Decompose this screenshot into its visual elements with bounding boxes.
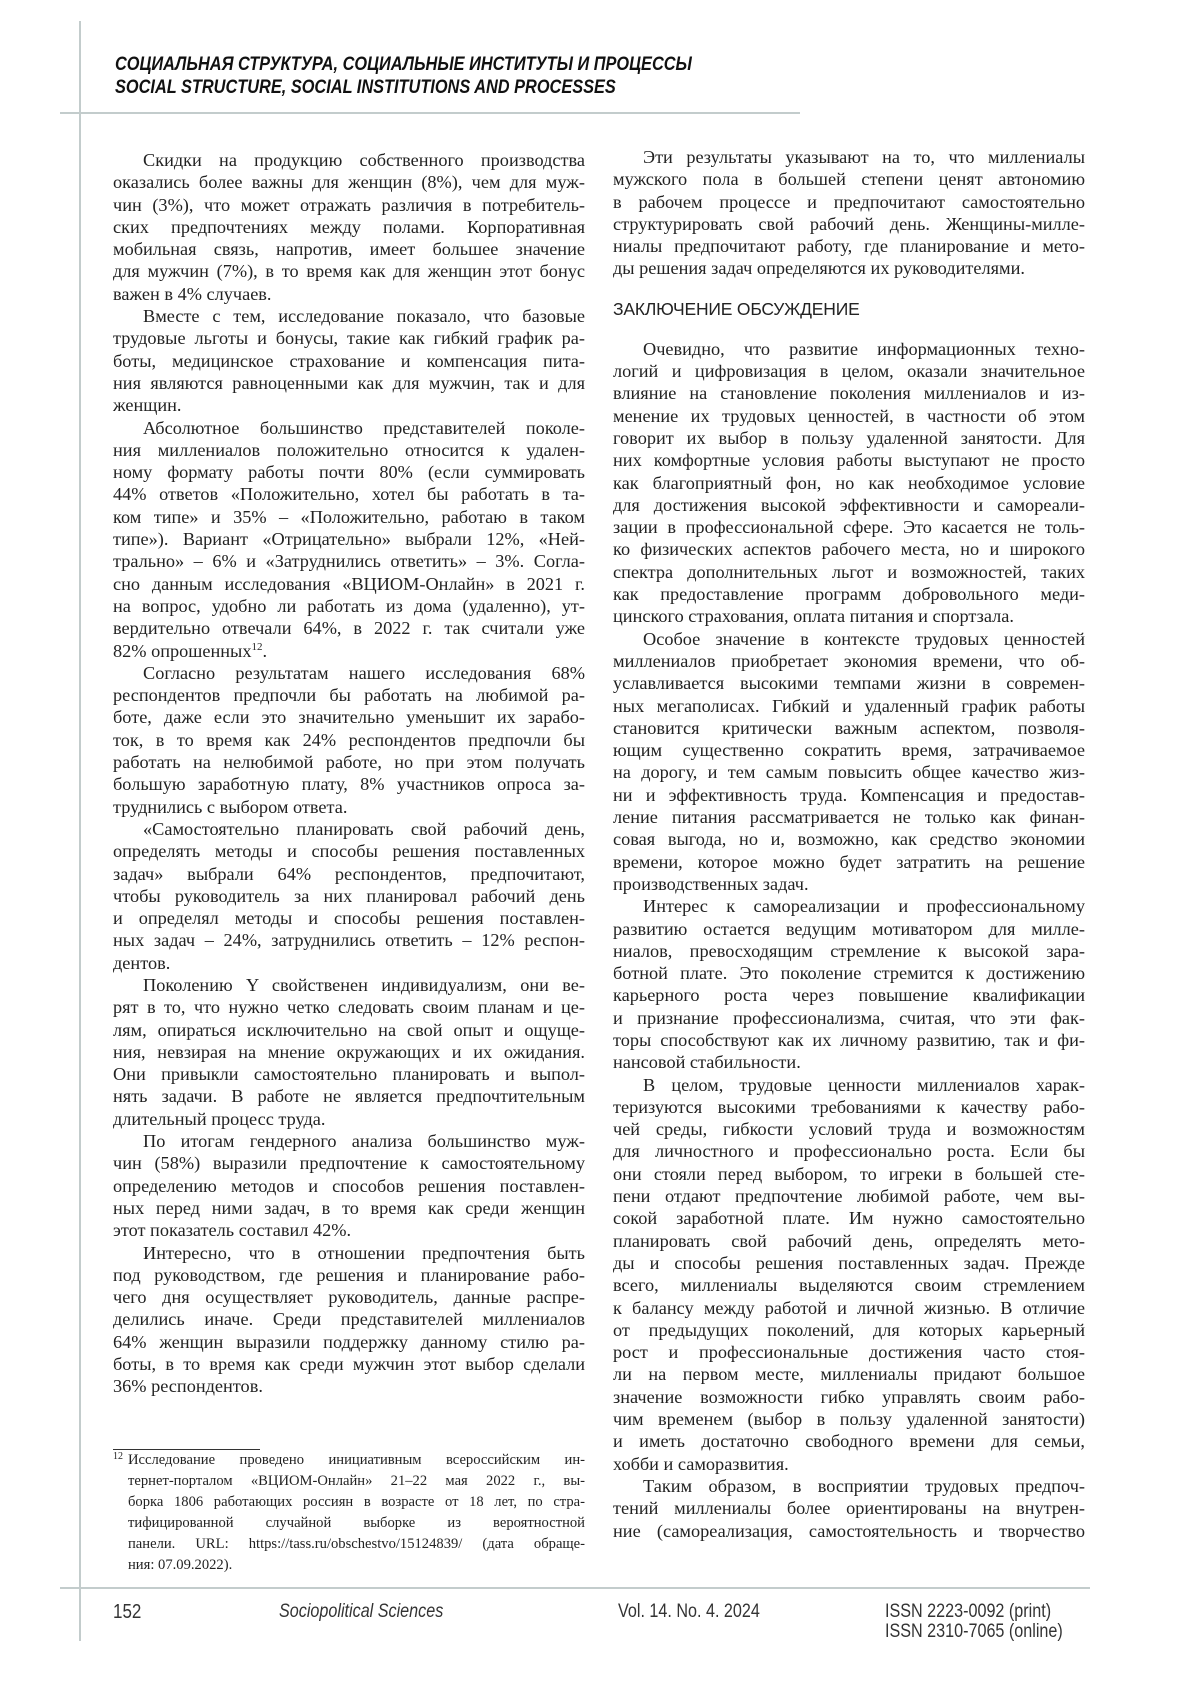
text-line: ко физических аспектов рабочего места, но и широкого (613, 538, 1085, 560)
text-line: ных перед ними задач, в то время как среди женщин (113, 1197, 585, 1219)
text-line: ли на первом месте, миллениалы придают большое (613, 1363, 1085, 1385)
text-line: как благоприятный фон, но как необходимое условие (613, 472, 1085, 494)
text-line: зации в профессиональной сфере. Это касается не толь- (613, 516, 1085, 538)
text-line: лям, опираться исключительно на свой опыт и ощуще- (113, 1019, 585, 1041)
text-line: для личностного и профессионально роста. Если бы (613, 1140, 1085, 1162)
text-line: структурировать свой рабочий день. Женщины-милле- (613, 213, 1085, 235)
text-line: к балансу между работой и личной жизнью. В отличие (613, 1297, 1085, 1319)
text-line: большую заработную плату, 8% участников опроса за- (113, 773, 585, 795)
text-line: ных задач – 24%, затруднились ответить – 12% респон- (113, 929, 585, 951)
page-number: 152 (113, 1602, 141, 1622)
text-line: Абсолютное большинство представителей поколе- (113, 417, 585, 439)
footnote-line: тифицированной случайной выборке из вероятностной (128, 1513, 585, 1534)
text-line: сокой заработной плате. Им нужно самостоятельно (613, 1207, 1085, 1229)
text-line: для мужчин (7%), в то время как для женщин этот бонус (113, 260, 585, 282)
text-line: чтобы руководитель за них планировал рабочий день (113, 885, 585, 907)
text-line: 44% ответов «Положительно, хотел бы работать в та- (113, 483, 585, 505)
text-line: Интересно, что в отношении предпочтения быть (113, 1242, 585, 1264)
text-line: ни и эффективность труда. Компенсация и предостав- (613, 784, 1085, 806)
text-line: В целом, трудовые ценности миллениалов харак- (613, 1074, 1085, 1096)
text-line: ния миллениалов положительно относится к удален- (113, 439, 585, 461)
paragraph (613, 1074, 1085, 1475)
paragraph (113, 662, 585, 818)
text-line: миллениалов приобретает экономия времени, что об- (613, 650, 1085, 672)
text-line: трально» – 6% и «Затруднились ответить» – 3%. Согла- (113, 550, 585, 572)
text-line: Вместе с тем, исследование показало, что базовые (113, 305, 585, 327)
footnote-line: борка 1806 работающих россиян в возрасте от 18 лет, по стра- (128, 1492, 585, 1513)
text-line: боты, медицинское страхование и компенсация пита- (113, 350, 585, 372)
paragraph (613, 338, 1085, 628)
text-line: спектра дополнительных льгот и возможностей, таких (613, 561, 1085, 583)
text-line: и определял методы и способы решения поставлен- (113, 907, 585, 929)
text-line: По итогам гендерного анализа большинство муж- (113, 1130, 585, 1152)
text-line: респондентов предпочли бы работать на любимой ра- (113, 684, 585, 706)
text-line: менение их трудовых ценностей, в частности об этом (613, 405, 1085, 427)
text-line: чего дня осуществляет руководитель, данные распре- (113, 1286, 585, 1308)
text-line: мобильная связь, напротив, имеет большее значение (113, 238, 585, 260)
paragraph (113, 1130, 585, 1241)
footnote-reference: 12 (251, 641, 262, 653)
footer-rule (60, 1587, 1090, 1589)
text-line: цинского страхования, оплата питания и спортзала. (613, 605, 1085, 627)
text-line: ды решения задач определяются их руководителями. (613, 257, 1085, 279)
text-line: рост и профессиональные достижения часто стоя- (613, 1341, 1085, 1363)
text-line: нять задачи. В работе не является предпочтительным (113, 1085, 585, 1107)
running-header-ru: СОЦИАЛЬНАЯ СТРУКТУРА, СОЦИАЛЬНЫЕ ИНСТИТУТЫ И ПРОЦЕССЫ (115, 54, 692, 76)
text-line: рят в то, что нужно четко следовать своим планам и це- (113, 996, 585, 1018)
text-line: ния, невзирая на мнение окружающих и их ожидания. (113, 1041, 585, 1063)
text-line: времени, которое можно будет затратить на решение (613, 851, 1085, 873)
paragraph (613, 146, 1085, 280)
text-line: определению методов и способов решения поставлен- (113, 1175, 585, 1197)
text-line: тений миллениалы более ориентированы на внутрен- (613, 1497, 1085, 1519)
text-line: ком типе» и 35% – «Положительно, работаю в таком (113, 506, 585, 528)
text-line: всего, миллениалы выделяются своим стремлением (613, 1274, 1085, 1296)
text-line: чин (58%) выразили предпочтение к самостоятельному (113, 1152, 585, 1174)
text-line: ды и способы решения поставленных задач. Прежде (613, 1252, 1085, 1274)
text-line: типе»). Вариант «Отрицательно» выбрали 12%, «Ней- (113, 528, 585, 550)
text-line: теризуются высокими требованиями к качеству рабо- (613, 1096, 1085, 1118)
text-line: женщин. (113, 394, 585, 416)
left-column (113, 149, 585, 1398)
paragraph (113, 417, 585, 662)
text-line: трудовые льготы и бонусы, такие как гибкий график ра- (113, 327, 585, 349)
text-line: в рабочем процессе и предпочитают самостоятельно (613, 191, 1085, 213)
paragraph (113, 1242, 585, 1398)
text-line: производственных задач. (613, 873, 1085, 895)
text-line: совая выгода, но и, возможно, как средство экономии (613, 828, 1085, 850)
text-line-part: . (262, 641, 267, 661)
section-heading: ЗАКЛЮЧЕНИЕ ОБСУЖДЕНИЕ (613, 298, 1085, 320)
text-line (113, 640, 585, 662)
text-line: ному формату работы почти 80% (если суммировать (113, 461, 585, 483)
text-line: работать на нелюбимой работе, но при этом получать (113, 751, 585, 773)
text-line: делились иначе. Среди представителей миллениалов (113, 1308, 585, 1330)
paragraph (113, 818, 585, 974)
header-rule (60, 112, 800, 114)
text-line: они стояли перед выбором, то игреки в большей сте- (613, 1163, 1085, 1185)
text-line: логий и цифровизация в целом, оказали значительное (613, 360, 1085, 382)
text-line: под руководством, где решения и планирование рабо- (113, 1264, 585, 1286)
text-line: планировать свой рабочий день, определять мето- (613, 1230, 1085, 1252)
text-line: чим временем (выбор в пользу удаленной занятости) (613, 1408, 1085, 1430)
text-line: боте, даже если это значительно уменьшит их зарабо- (113, 706, 585, 728)
text-line: вердительно отвечали 64%, в 2022 г. так считали уже (113, 617, 585, 639)
paragraph (113, 974, 585, 1130)
journal-volume: Vol. 14. No. 4. 2024 (618, 1602, 760, 1622)
text-line: Таким образом, в восприятии трудовых предпоч- (613, 1475, 1085, 1497)
text-line: Согласно результатам нашего исследования 68% (113, 662, 585, 684)
text-line: Они привыкли самостоятельно планировать и выпол- (113, 1063, 585, 1085)
text-line: ток, в то время как 24% респондентов предпочли бы (113, 729, 585, 751)
text-line: мужского пола в большей степени ценят автономию (613, 168, 1085, 190)
text-line: и признание профессионализма, считая, что эти фак- (613, 1007, 1085, 1029)
text-line: Скидки на продукцию собственного производства (113, 149, 585, 171)
text-line: ниалы предпочитают работу, где планирование и мето- (613, 235, 1085, 257)
text-line: «Самостоятельно планировать свой рабочий день, (113, 818, 585, 840)
text-line: 36% респондентов. (113, 1375, 585, 1397)
text-line: влияние на становление поколения миллениалов и из- (613, 382, 1085, 404)
text-line: на дорогу, и тем самым повысить общее качество жиз- (613, 761, 1085, 783)
issn-print: ISSN 2223-0092 (print) (885, 1602, 1051, 1622)
text-line: них комфортные условия работы выступают не просто (613, 449, 1085, 471)
text-line: Интерес к самореализации и профессиональному (613, 895, 1085, 917)
text-line: чин (3%), что может отражать различия в потребитель- (113, 194, 585, 216)
text-line: на вопрос, удобно ли работать из дома (удаленно), ут- (113, 595, 585, 617)
text-line: сно данным исследования «ВЦИОМ-Онлайн» в 2021 г. (113, 573, 585, 595)
text-line: уславливается высокими темпами жизни в современ- (613, 672, 1085, 694)
text-line-part: 82% опрошенных (113, 641, 251, 661)
right-column (613, 146, 1085, 1542)
footnote-line: Исследование проведено инициативным всероссийским ин- (128, 1450, 585, 1471)
text-line: важен в 4% случаев. (113, 283, 585, 305)
text-line: нансовой стабильности. (613, 1051, 1085, 1073)
text-line: хобби и саморазвития. (613, 1453, 1085, 1475)
text-line: ских предпочтениях между полами. Корпоративная (113, 216, 585, 238)
text-line: говорит их выбор в пользу удаленной занятости. Для (613, 427, 1085, 449)
text-line: карьерного роста через повышение квалификации (613, 984, 1085, 1006)
paragraph (613, 628, 1085, 896)
text-line: Поколению Y свойственен индивидуализм, они ве- (113, 974, 585, 996)
text-line: торы способствуют как их личному развитию, так и фи- (613, 1029, 1085, 1051)
paragraph (613, 895, 1085, 1073)
text-line: ющим существенно сократить время, затрачиваемое (613, 739, 1085, 761)
text-line: и иметь достаточно свободного времени для семьи, (613, 1430, 1085, 1452)
text-line: как предоставление программ добровольного меди- (613, 583, 1085, 605)
text-line: ботной плате. Это поколение стремится к достижению (613, 962, 1085, 984)
text-line: задач» выбрали 64% респондентов, предпочитают, (113, 863, 585, 885)
running-header-en: SOCIAL STRUCTURE, SOCIAL INSTITUTIONS AND PROCESSES (115, 77, 616, 99)
text-line: Эти результаты указывают на то, что миллениалы (613, 146, 1085, 168)
text-line: развитию остается ведущим мотиватором для милле- (613, 918, 1085, 940)
paragraph (113, 305, 585, 416)
text-line: значение возможности гибко управлять своим рабо- (613, 1386, 1085, 1408)
text-line: Особое значение в контексте трудовых ценностей (613, 628, 1085, 650)
text-line: пени отдают предпочтение любимой работе, чем вы- (613, 1185, 1085, 1207)
text-line: ление питания рассматривается не только как финан- (613, 806, 1085, 828)
text-line: длительный процесс труда. (113, 1108, 585, 1130)
text-line: становится критически важным аспектом, позволя- (613, 717, 1085, 739)
issn-online: ISSN 2310-7065 (online) (885, 1622, 1063, 1642)
text-line: этот показатель составил 42%. (113, 1219, 585, 1241)
text-line: 64% женщин выразили поддержку данному стилю ра- (113, 1331, 585, 1353)
text-line: чей среды, гибкости условий труда и возможностям (613, 1118, 1085, 1140)
text-line: для достижения высокой эффективности и самореали- (613, 494, 1085, 516)
text-line: труднились с выбором ответа. (113, 796, 585, 818)
footnote-line: ния: 07.09.2022). (128, 1555, 585, 1576)
text-line: ниалов, превосходящим стремление к высокой зара- (613, 940, 1085, 962)
margin-rule-vertical (79, 21, 81, 1641)
text-line: оказались более важны для женщин (8%), чем для муж- (113, 171, 585, 193)
text-line: Очевидно, что развитие информационных техно- (613, 338, 1085, 360)
text-line: боты, в то время как среди мужчин этот выбор сделали (113, 1353, 585, 1375)
text-line: ния являются равноценными как для мужчин, так и для (113, 372, 585, 394)
journal-name: Sociopolitical Sciences (279, 1602, 443, 1622)
paragraph (613, 1475, 1085, 1542)
text-line: дентов. (113, 952, 585, 974)
footnote-line: панели. URL: https://tass.ru/obschestvo/15124839/ (дата обраще- (128, 1534, 585, 1555)
paragraph (113, 149, 585, 305)
footnote-number: 12 (113, 1450, 123, 1464)
footnote-line: тернет-порталом «ВЦИОМ-Онлайн» 21–22 мая 2022 г., вы- (128, 1471, 585, 1492)
text-line: ние (самореализация, самостоятельность и творчество (613, 1520, 1085, 1542)
text-line: определять методы и способы решения поставленных (113, 840, 585, 862)
text-line: от предыдущих поколений, для которых карьерный (613, 1319, 1085, 1341)
text-line: ных мегаполисах. Гибкий и удаленный график работы (613, 695, 1085, 717)
footnote (113, 1450, 585, 1576)
